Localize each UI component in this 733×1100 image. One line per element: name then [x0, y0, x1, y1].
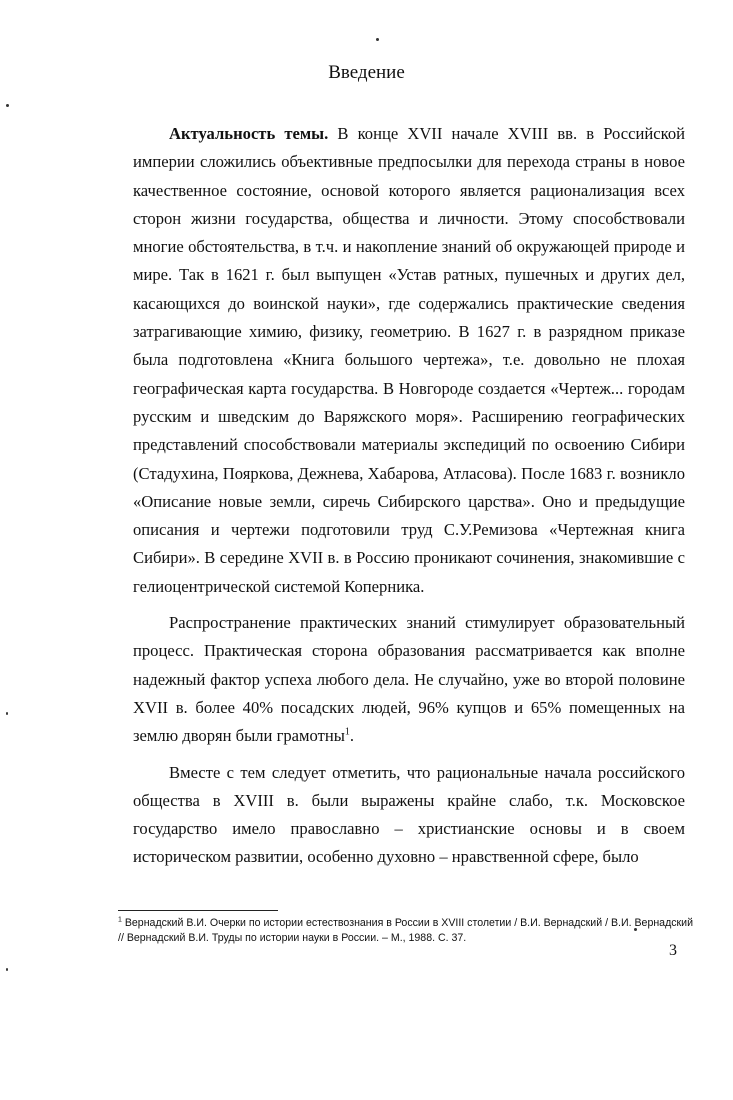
paragraph-text-end: . — [349, 726, 355, 746]
footnote-reference: 1 — [344, 726, 350, 738]
scan-speck — [6, 968, 8, 971]
page-title: Введение — [328, 62, 405, 83]
scan-speck — [6, 712, 8, 715]
paragraph — [133, 609, 685, 750]
footnote-marker: 1 — [118, 916, 122, 924]
body-text — [133, 120, 685, 872]
page-number: 3 — [669, 942, 677, 959]
scan-speck — [376, 38, 379, 41]
footnote-text: Вернадский В.И. Очерки по истории естествознания в России в XVIII столетии / В.И. Вернадский / В.И. Вернадский // Вернадский В.И. Труды по истории науки в России. – М., 1988. С. 37. — [118, 917, 694, 944]
paragraph-text: Распространение практических знаний стимулирует образовательный процесс. Практическая сторона образования рассматривается как вполне надежный фактор успеха любого дела. Не случайно, уже во второй половине XVII в. более 40% посадских людей, 96% купцов и 65% помещенных на землю дворян были грамотны — [133, 613, 685, 746]
scan-speck — [6, 104, 9, 107]
paragraph-text: В конце XVII начале XVIII вв. в Российской империи сложились объективные предпосылки для перехода страны в новое качественное состояние, основой которого является рационализация всех сторон жизни государства, общества и личности. Этому способствовали многие обстоятельства, в т.ч. и накопление знаний об окружающей природе и мире. Так в 1621 г. был выпущен «Устав ратных, пушечных и других дел, касающихся до воинской науки», где содержались практические сведения затрагивающие химию, физику, геометрию. В 1627 г. в разрядном приказе была подготовлена «Книга большого чертежа», т.е. довольно не плохая географическая карта государства. В Новгороде создается «Чертеж... городам русским и шведским до Варяжского моря». Расширению географических представлений способствовали материалы экспедиций по освоению Сибири (Стадухина, Пояркова, Дежнева, Хабарова, Атласова). После 1683 г. возникло «Описание новые земли, сиречь Сибирского царства». Оно и предыдущие описания и чертежи подготовили труд С.У.Ремизова «Чертежная книга Сибири». В середине XVII в. в Россию проникают сочинения, знакомившие с гелиоцентрической системой Коперника. — [133, 124, 685, 596]
footnote — [118, 916, 698, 946]
paragraph-lead: Актуальность темы. — [169, 124, 329, 143]
paragraph — [133, 120, 685, 601]
paragraph-text: Вместе с тем следует отметить, что рациональные начала российского общества в XVIII в. были выражены крайне слабо, т.к. Московское государство имело православно – христианские основы и в своем историческом развитии, особенно духовно – нравственной сфере, было — [133, 762, 685, 867]
paragraph — [133, 759, 685, 872]
footnote-separator — [118, 910, 278, 911]
